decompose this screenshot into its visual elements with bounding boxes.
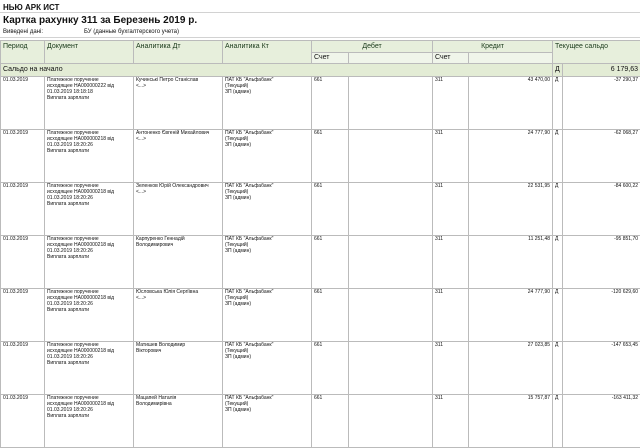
col-period: Период: [1, 41, 45, 64]
debit-sum-cell: [349, 77, 433, 130]
col-analytics-kt: Аналитика Кт: [223, 41, 312, 64]
document-cell[interactable]: [45, 183, 134, 236]
document-line-4: Виплата зарплати: [47, 201, 90, 207]
analytics-dt-line-2: <...>: [136, 83, 147, 89]
table-row: [1, 289, 640, 342]
account-card-table: [0, 40, 640, 448]
table-row: [1, 395, 640, 448]
document-line-2: исходящее НА000000222 від: [47, 83, 115, 89]
balance-side-cell: Д: [553, 183, 563, 236]
debit-sum-cell: [349, 236, 433, 289]
document-line-3: 01.03.2019 18:20:26: [47, 248, 93, 254]
period-cell: [1, 395, 45, 448]
analytics-dt-cell[interactable]: [134, 183, 223, 236]
debit-sum-cell: [349, 289, 433, 342]
debit-account-cell: 661: [312, 130, 349, 183]
balance-side-cell: Д: [553, 342, 563, 395]
analytics-kt-line-2: (Текущий): [225, 136, 249, 142]
debit-account-cell: 661: [312, 77, 349, 130]
credit-account-cell: 311: [433, 342, 469, 395]
balance-side-cell: Д: [553, 289, 563, 342]
document-line-4: Виплата зарплати: [47, 95, 90, 101]
analytics-kt-line-2: (Текущий): [225, 348, 249, 354]
document-line-4: Виплата зарплати: [47, 148, 90, 154]
balance-side-cell: Д: [553, 77, 563, 130]
analytics-dt-line-2: Вікторович: [136, 348, 162, 354]
analytics-kt-line-3: ЗП (админ): [225, 407, 252, 413]
analytics-kt-line-3: ЗП (админ): [225, 142, 252, 148]
document-line-1: Платежное поручение: [47, 395, 99, 401]
debit-account-cell: 661: [312, 342, 349, 395]
document-line-4: Виплата зарплати: [47, 413, 90, 419]
analytics-kt-line-3: ЗП (админ): [225, 89, 252, 95]
col-document: Документ: [45, 41, 134, 64]
balance-value-cell: -120 629,60: [563, 289, 640, 342]
document-line-1: Платежное поручение: [47, 342, 99, 348]
credit-sum-cell: 24 777,90: [469, 130, 553, 183]
debit-account-cell: 661: [312, 183, 349, 236]
period-cell: [1, 342, 45, 395]
analytics-dt-line-2: <...>: [136, 189, 147, 195]
analytics-kt-line-1: ПАТ КБ "Альфабанк": [225, 342, 274, 348]
analytics-dt-cell[interactable]: [134, 289, 223, 342]
analytics-dt-line-1: Матишев Володимир: [136, 342, 186, 348]
analytics-kt-line-2: (Текущий): [225, 295, 249, 301]
document-line-2: исходящее НА000000218 від: [47, 401, 115, 407]
col-debit: Дебет: [312, 41, 433, 53]
analytics-dt-line-2: <...>: [136, 295, 147, 301]
col-balance: Текущее сальдо: [553, 41, 640, 64]
company-name: НЬЮ АРК ИСТ: [3, 3, 60, 12]
table-row: [1, 236, 640, 289]
debit-account-cell: 661: [312, 236, 349, 289]
divider: [0, 37, 640, 38]
period-value: 01.03.2019: [3, 130, 29, 136]
analytics-dt-cell[interactable]: [134, 395, 223, 448]
table-row: [1, 183, 640, 236]
credit-sum-cell: 24 777,90: [469, 289, 553, 342]
analytics-kt-line-2: (Текущий): [225, 401, 249, 407]
document-line-2: исходящее НА000000218 від: [47, 189, 115, 195]
period-value: 01.03.2019: [3, 289, 29, 295]
document-line-3: 01.03.2019 18:20:26: [47, 195, 93, 201]
analytics-kt-line-1: ПАТ КБ "Альфабанк": [225, 236, 274, 242]
document-cell[interactable]: [45, 289, 134, 342]
document-line-3: 01.03.2019 18:20:26: [47, 142, 93, 148]
analytics-kt-cell[interactable]: [223, 77, 312, 130]
analytics-dt-line-1: Карпуренко Геннадій: [136, 236, 185, 242]
debit-account-cell: 661: [312, 395, 349, 448]
table-row: [1, 130, 640, 183]
credit-sum-cell: 27 023,85: [469, 342, 553, 395]
credit-sum-cell: 43 470,00: [469, 77, 553, 130]
balance-value-cell: -62 068,27: [563, 130, 640, 183]
period-value: 01.03.2019: [3, 395, 29, 401]
period-cell: [1, 289, 45, 342]
document-line-1: Платежное поручение: [47, 130, 99, 136]
credit-account-cell: 311: [433, 289, 469, 342]
document-line-2: исходящее НА000000218 від: [47, 348, 115, 354]
credit-sum-cell: 11 251,48: [469, 236, 553, 289]
debit-sum-cell: [349, 395, 433, 448]
analytics-dt-cell[interactable]: [134, 236, 223, 289]
divider: [0, 12, 640, 13]
opening-balance-side: Д: [553, 64, 563, 77]
analytics-kt-cell[interactable]: [223, 342, 312, 395]
period-cell: [1, 77, 45, 130]
analytics-kt-line-3: ЗП (админ): [225, 248, 252, 254]
col-debit-sum: [349, 53, 433, 64]
document-cell[interactable]: [45, 77, 134, 130]
debit-sum-cell: [349, 130, 433, 183]
analytics-dt-line-2: <...>: [136, 136, 147, 142]
analytics-dt-line-1: Зеленков Юрій Олександрович: [136, 183, 209, 189]
credit-account-cell: 311: [433, 236, 469, 289]
balance-value-cell: -163 411,32: [563, 395, 640, 448]
period-cell: [1, 130, 45, 183]
analytics-kt-line-2: (Текущий): [225, 83, 249, 89]
info-label: Виведені дані:: [3, 29, 43, 35]
opening-balance-label: Сальдо на начало: [1, 64, 553, 77]
balance-side-cell: Д: [553, 130, 563, 183]
document-cell[interactable]: [45, 236, 134, 289]
analytics-kt-cell[interactable]: [223, 183, 312, 236]
analytics-kt-line-3: ЗП (админ): [225, 195, 252, 201]
document-line-3: 01.03.2019 18:20:26: [47, 301, 93, 307]
document-line-3: 01.03.2019 18:18:18: [47, 89, 93, 95]
period-cell: [1, 236, 45, 289]
report-title: Картка рахунку 311 за Березень 2019 р.: [3, 15, 198, 26]
balance-value-cell: -37 290,37: [563, 77, 640, 130]
document-line-1: Платежное поручение: [47, 236, 99, 242]
opening-balance-row: [1, 64, 640, 77]
analytics-kt-cell[interactable]: [223, 130, 312, 183]
debit-sum-cell: [349, 183, 433, 236]
analytics-dt-line-1: Мацапей Наталія: [136, 395, 177, 401]
period-value: 01.03.2019: [3, 77, 29, 83]
balance-value-cell: -147 653,45: [563, 342, 640, 395]
analytics-dt-line-1: Антоненко Євгеній Михайлович: [136, 130, 210, 136]
analytics-kt-cell[interactable]: [223, 236, 312, 289]
analytics-kt-line-3: ЗП (админ): [225, 354, 252, 360]
document-cell[interactable]: [45, 130, 134, 183]
info-value: БУ (данные бухгалтерского учета): [84, 29, 179, 35]
analytics-kt-line-2: (Текущий): [225, 242, 249, 248]
credit-account-cell: 311: [433, 77, 469, 130]
debit-sum-cell: [349, 342, 433, 395]
analytics-dt-line-1: Юсловська Юлія Сергіївна: [136, 289, 199, 295]
period-value: 01.03.2019: [3, 183, 29, 189]
analytics-kt-cell[interactable]: [223, 289, 312, 342]
debit-account-cell: 661: [312, 289, 349, 342]
table-row: [1, 77, 640, 130]
document-line-4: Виплата зарплати: [47, 254, 90, 260]
document-line-4: Виплата зарплати: [47, 307, 90, 313]
analytics-kt-line-1: ПАТ КБ "Альфабанк": [225, 130, 274, 136]
credit-sum-cell: 22 531,95: [469, 183, 553, 236]
analytics-dt-cell[interactable]: [134, 130, 223, 183]
document-line-4: Виплата зарплати: [47, 360, 90, 366]
document-line-3: 01.03.2019 18:20:26: [47, 407, 93, 413]
balance-value-cell: -84 600,22: [563, 183, 640, 236]
period-cell: [1, 183, 45, 236]
document-cell[interactable]: [45, 395, 134, 448]
col-analytics-dt: Аналитика Дт: [134, 41, 223, 64]
document-line-2: исходящее НА000000218 від: [47, 295, 115, 301]
col-credit: Кредит: [433, 41, 553, 53]
credit-account-cell: 311: [433, 183, 469, 236]
document-line-2: исходящее НА000000218 від: [47, 136, 115, 142]
table-body: [1, 77, 640, 448]
analytics-kt-line-1: ПАТ КБ "Альфабанк": [225, 395, 274, 401]
header-row: [1, 41, 640, 53]
document-line-1: Платежное поручение: [47, 183, 99, 189]
balance-side-cell: Д: [553, 236, 563, 289]
col-credit-account: Счет: [433, 53, 469, 64]
credit-account-cell: 311: [433, 130, 469, 183]
balance-value-cell: -95 851,70: [563, 236, 640, 289]
analytics-kt-line-1: ПАТ КБ "Альфабанк": [225, 289, 274, 295]
document-line-1: Платежное поручение: [47, 77, 99, 83]
col-debit-account: Счет: [312, 53, 349, 64]
table-row: [1, 342, 640, 395]
document-cell[interactable]: [45, 342, 134, 395]
analytics-dt-line-1: Кучинські Петро Станіслав: [136, 77, 199, 83]
analytics-dt-line-2: Володимирівна: [136, 401, 172, 407]
analytics-kt-line-2: (Текущий): [225, 189, 249, 195]
period-value: 01.03.2019: [3, 236, 29, 242]
analytics-kt-cell[interactable]: [223, 395, 312, 448]
analytics-kt-line-3: ЗП (админ): [225, 301, 252, 307]
credit-account-cell: 311: [433, 395, 469, 448]
analytics-dt-cell[interactable]: [134, 77, 223, 130]
period-value: 01.03.2019: [3, 342, 29, 348]
credit-sum-cell: 15 757,87: [469, 395, 553, 448]
analytics-dt-cell[interactable]: [134, 342, 223, 395]
document-line-2: исходящее НА000000218 від: [47, 242, 115, 248]
opening-balance-value: 6 179,63: [563, 64, 640, 77]
balance-side-cell: Д: [553, 395, 563, 448]
col-credit-sum: [469, 53, 553, 64]
analytics-kt-line-1: ПАТ КБ "Альфабанк": [225, 77, 274, 83]
analytics-dt-line-2: Володимирович: [136, 242, 174, 248]
document-line-1: Платежное поручение: [47, 289, 99, 295]
analytics-kt-line-1: ПАТ КБ "Альфабанк": [225, 183, 274, 189]
document-line-3: 01.03.2019 18:20:26: [47, 354, 93, 360]
